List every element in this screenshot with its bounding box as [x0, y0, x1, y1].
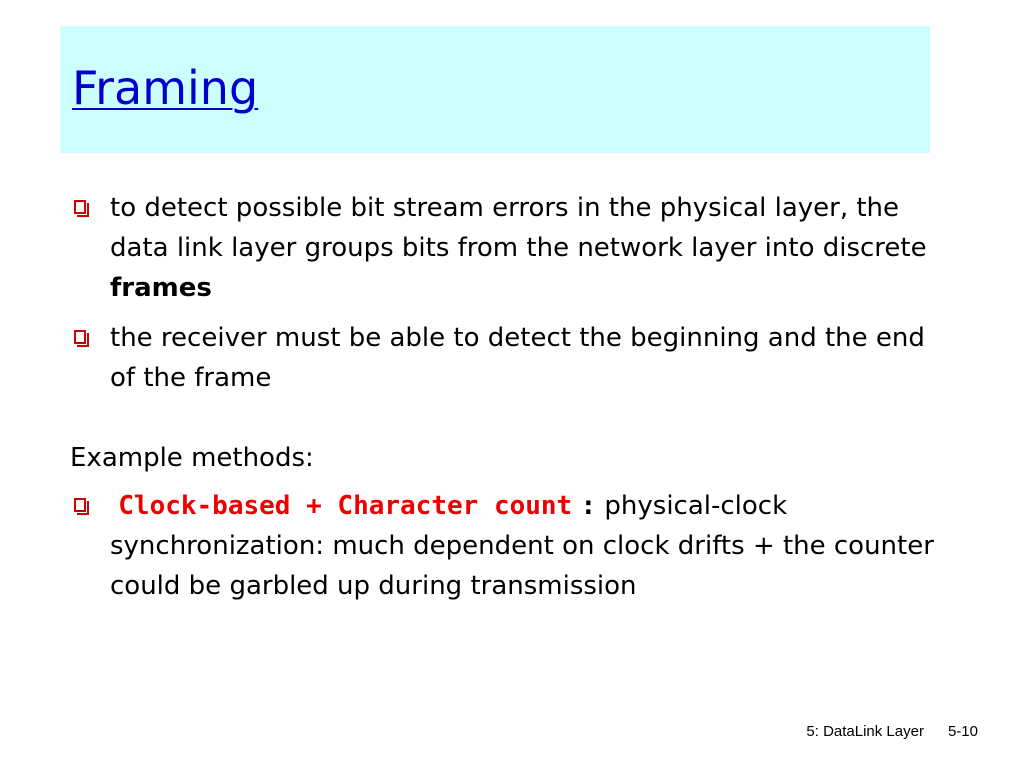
bullet-item [70, 318, 940, 398]
bullet-item [70, 188, 940, 308]
footer-page-number: 5-10 [947, 723, 978, 740]
method-description: physical-clock synchronization: much dependent on clock drifts + the counter could be garbled up during transmission [110, 491, 934, 601]
box-bullet-icon [74, 330, 86, 344]
title-banner [60, 26, 930, 153]
method-separator: : [580, 491, 597, 521]
bullet-emphasis: frames [110, 273, 212, 303]
bullet-text: to detect possible bit stream errors in the physical layer, the data link layer groups bits from the network layer into discrete [110, 193, 927, 263]
box-bullet-icon [74, 498, 86, 512]
example-methods-label: Example methods: [70, 443, 314, 473]
method-name: Clock-based + Character count [118, 491, 573, 521]
bullet-text: the receiver must be able to detect the beginning and the end of the frame [110, 323, 925, 393]
method-item [70, 486, 940, 606]
slide-footer [782, 723, 978, 740]
slide-title: Framing [72, 61, 259, 115]
box-bullet-icon [74, 200, 86, 214]
footer-chapter: 5: DataLink Layer [806, 723, 924, 740]
slide-body [70, 188, 940, 616]
